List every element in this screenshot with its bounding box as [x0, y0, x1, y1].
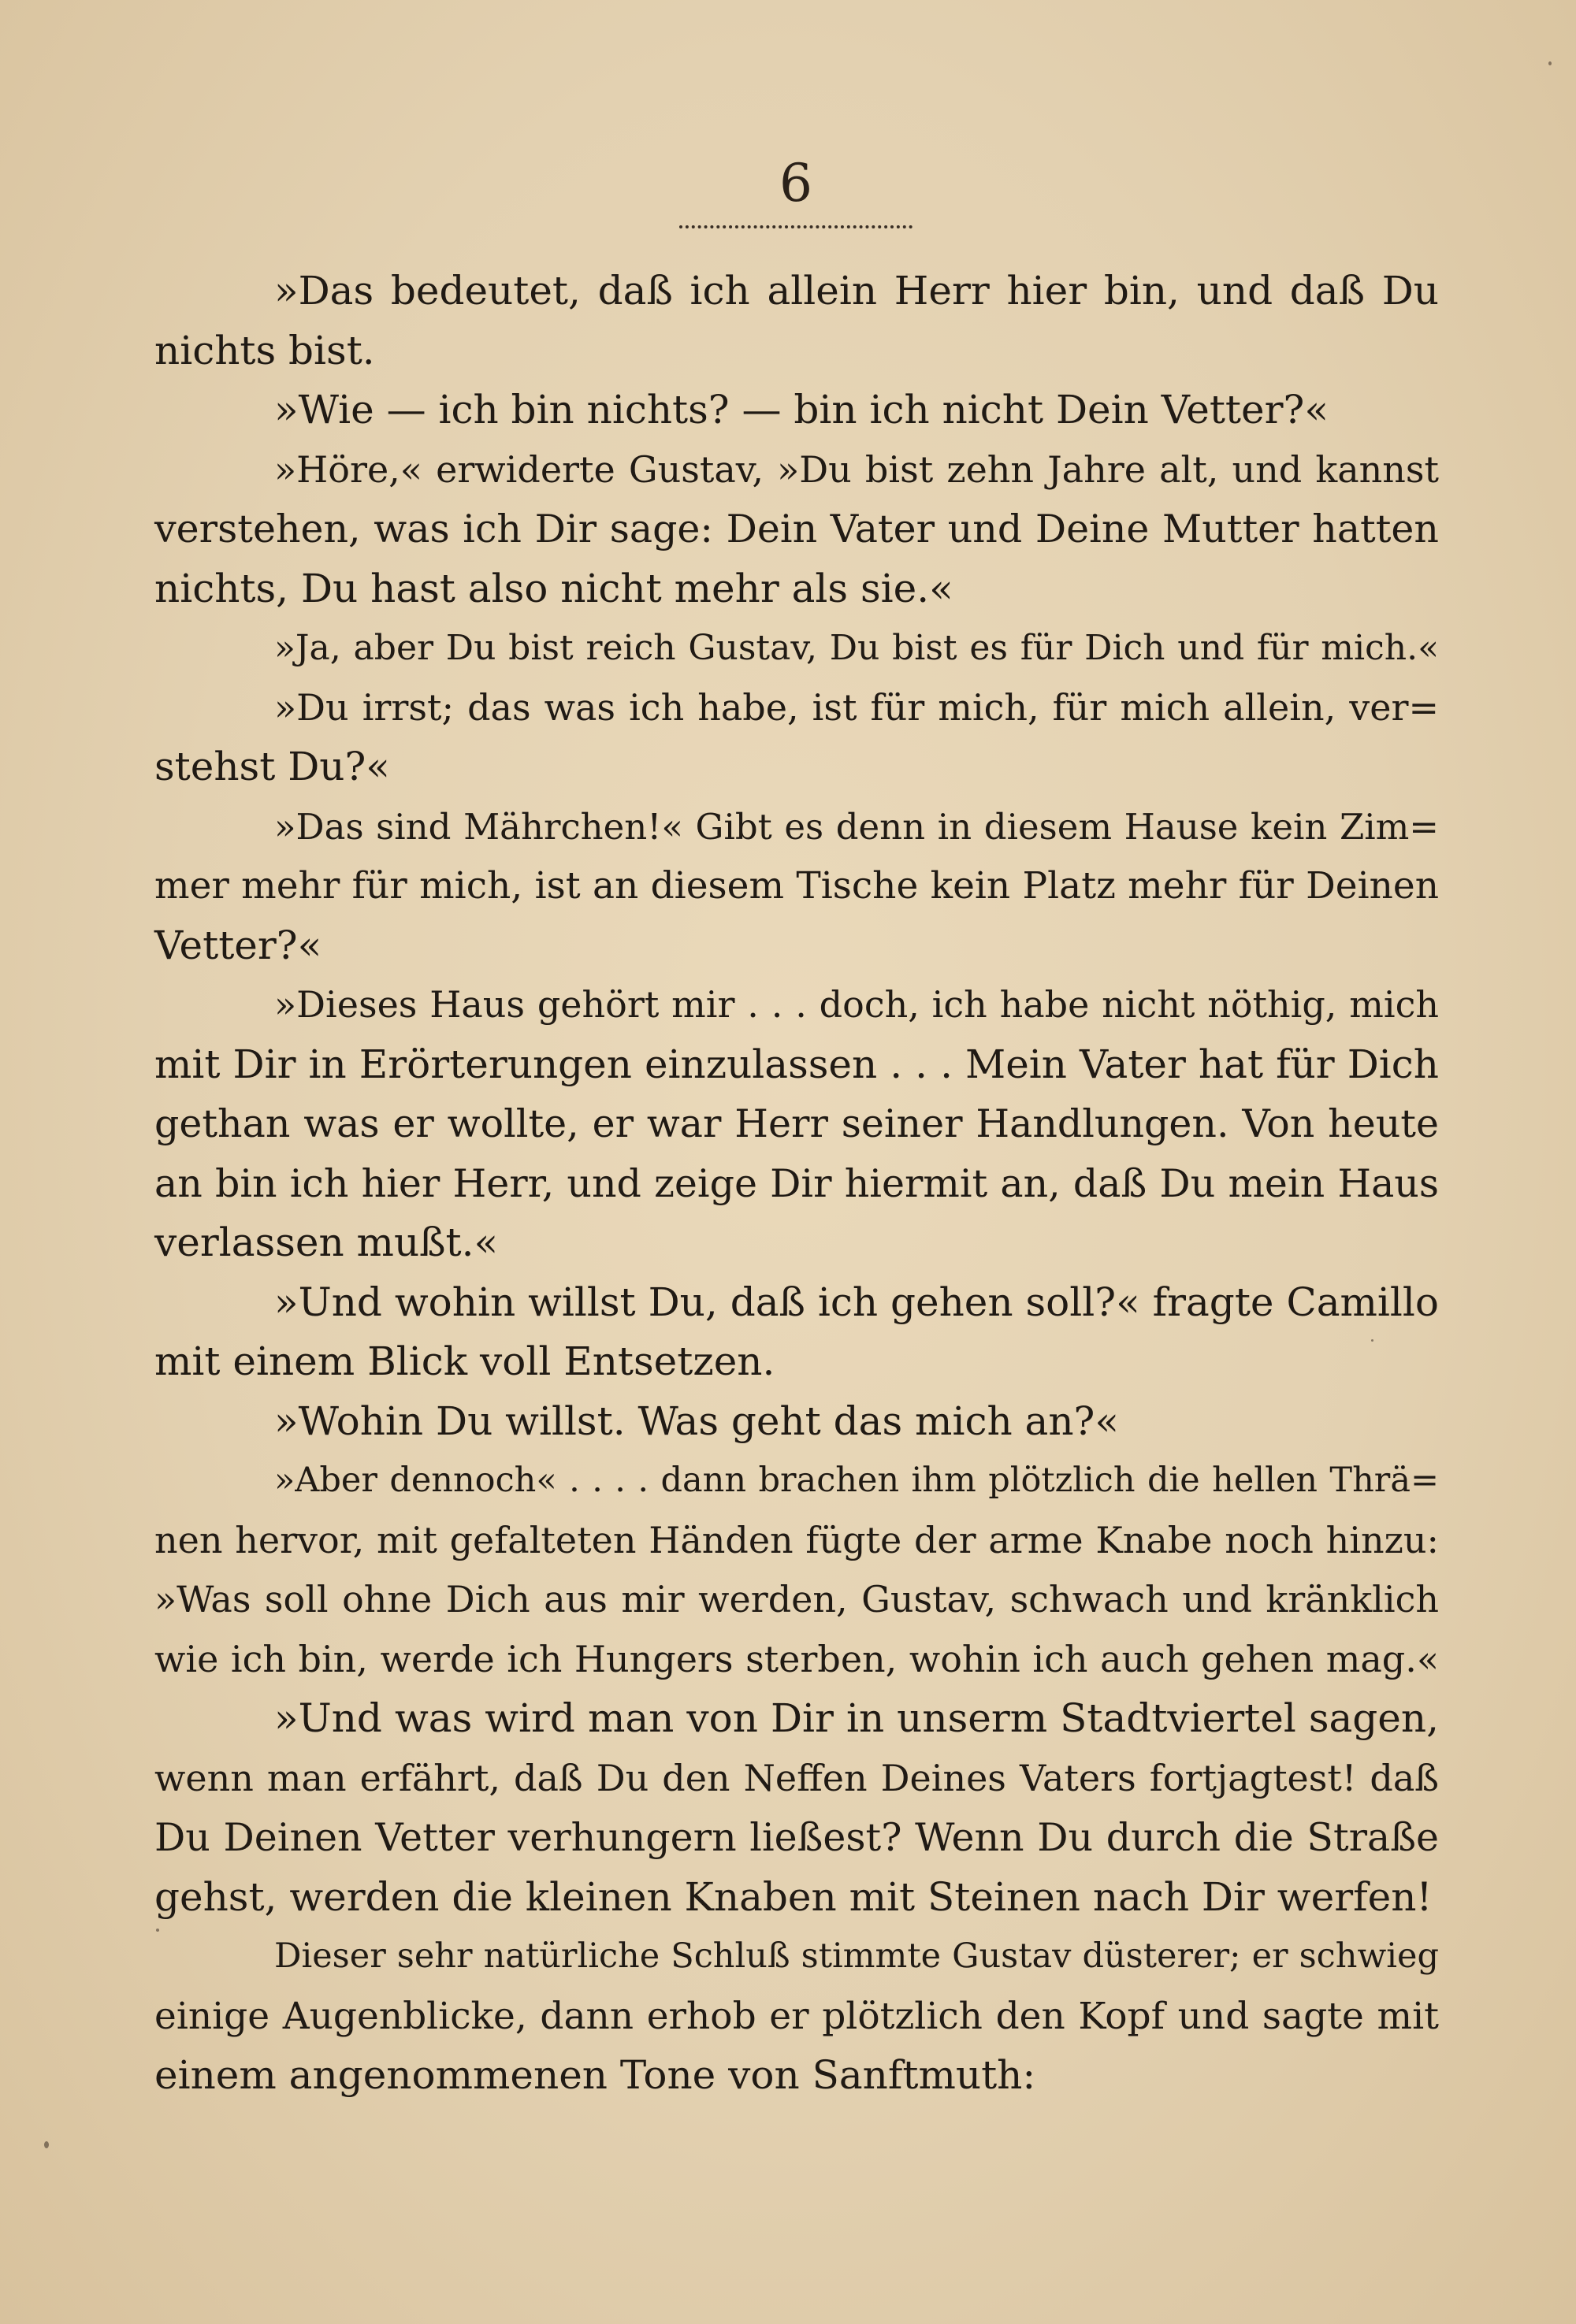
text-line: Vetter?« [154, 922, 322, 968]
text-line: verlassen mußt.« [154, 1220, 499, 1265]
text-line: mit einem Blick voll Entsetzen. [154, 1338, 775, 1384]
text-line: »Das sind Mährchen!« Gibt es denn in diesem Hause kein Zim= [274, 805, 1439, 848]
text-line: stehst Du?« [154, 744, 390, 789]
text-line: wie ich bin, werde ich Hungers sterben, wohin ich auch gehen mag.« [154, 1637, 1439, 1680]
paper-speck [44, 2141, 49, 2148]
text-line: »Dieses Haus gehört mir . . . doch, ich habe nicht nöthig, mich [274, 983, 1439, 1026]
text-line: »Du irrst; das was ich habe, ist für mich, für mich allein, ver= [274, 685, 1439, 729]
text-line: »Und wohin willst Du, daß ich gehen soll?« fragte Camillo [274, 1279, 1439, 1325]
text-line: nichts, Du hast also nicht mehr als sie.« [154, 565, 953, 611]
text-line: gehst, werden die kleinen Knaben mit Steinen nach Dir werfen! [154, 1873, 1433, 1920]
paper-speck [156, 1929, 159, 1932]
text-line: an bin ich hier Herr, und zeige Dir hiermit an, daß Du mein Haus [154, 1160, 1439, 1206]
text-line: »Was soll ohne Dich aus mir werden, Gustav, schwach und kränklich [154, 1578, 1439, 1620]
text-line: »Ja, aber Du bist reich Gustav, Du bist es für Dich und für mich.« [274, 628, 1439, 668]
text-line: mit Dir in Erörterungen einzulassen . . . Mein Vater hat für Dich [154, 1041, 1439, 1087]
text-line: »Und was wird man von Dir in unserm Stadtviertel sagen, [274, 1695, 1439, 1741]
body-text [154, 262, 1439, 2106]
text-line: einige Augenblicke, dann erhob er plötzlich den Kopf und sagte mit [154, 1994, 1439, 2038]
paper-speck [1371, 1339, 1373, 1342]
text-line: »Das bedeutet, daß ich allein Herr hier bin, und daß Du [274, 268, 1439, 314]
text-line: gethan was er wollte, er war Herr seiner Handlungen. Von heute [154, 1101, 1439, 1146]
text-line: mer mehr für mich, ist an diesem Tische kein Platz mehr für Deinen [154, 864, 1439, 908]
text-line: nen hervor, mit gefalteten Händen fügte der arme Knabe noch hinzu: [154, 1518, 1439, 1561]
page-number: 6 [779, 153, 812, 213]
text-line: verstehen, was ich Dir sage: Dein Vater und Deine Mutter hatten [154, 507, 1439, 551]
header-rule [679, 225, 913, 228]
text-line: »Aber dennoch« . . . . dann brachen ihm plötzlich die hellen Thrä= [274, 1461, 1439, 1500]
text-line: »Wie — ich bin nichts? — bin ich nicht Dein Vetter?« [274, 387, 1329, 433]
text-line: Dieser sehr natürliche Schluß stimmte Gustav düsterer; er schwieg [274, 1936, 1439, 1976]
text-line: einem angenommenen Tone von Sanftmuth: [154, 2052, 1036, 2098]
text-line: Du Deinen Vetter verhungern ließest? Wenn Du durch die Straße [154, 1815, 1439, 1860]
text-line: nichts bist. [154, 327, 375, 373]
text-line: »Wohin Du willst. Was geht das mich an?« [274, 1398, 1119, 1444]
paper-speck [1548, 61, 1552, 65]
text-line: »Höre,« erwiderte Gustav, »Du bist zehn Jahre alt, und kannst [274, 447, 1439, 491]
text-line: wenn man erfährt, daß Du den Neffen Deines Vaters fortjagtest! daß [154, 1756, 1439, 1799]
